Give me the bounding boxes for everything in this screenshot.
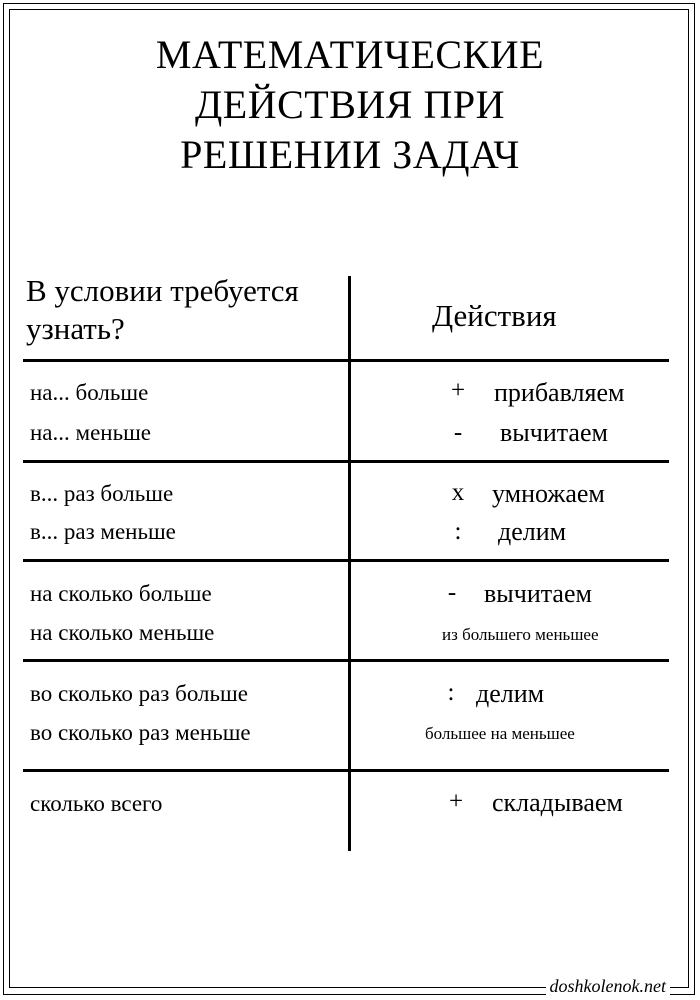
action-text: умножаем (492, 479, 605, 508)
title-line-1: МАТЕМАТИЧЕСКИЕ (155, 32, 545, 77)
site-watermark: doshkolenok.net (546, 975, 670, 997)
divide-symbol: : (447, 679, 455, 706)
action-text: складываем (492, 788, 623, 817)
condition-text: во сколько раз больше (30, 681, 248, 706)
action-text: прибавляем (494, 378, 625, 407)
condition-text: на сколько больше (30, 581, 212, 606)
table-row-divider (23, 769, 669, 772)
title-line-3: РЕШЕНИИ ЗАДАЧ (180, 132, 520, 177)
action-text: вычитаем (500, 418, 608, 447)
condition-text: сколько всего (30, 791, 163, 816)
multiply-symbol: х (451, 479, 465, 506)
minus-symbol: - (453, 419, 463, 446)
plus-symbol: + (448, 788, 464, 815)
header-actions: Действия (432, 298, 557, 333)
plus-symbol: + (450, 377, 466, 404)
condition-text: на... больше (30, 380, 149, 405)
table-column-divider (348, 276, 351, 851)
condition-text: в... раз меньше (30, 519, 176, 544)
condition-text: во сколько раз меньше (30, 720, 251, 745)
table-row-divider (23, 659, 669, 662)
table-row-divider (23, 359, 669, 362)
condition-text: в... раз больше (30, 481, 174, 506)
title-line-2: ДЕЙСТВИЯ ПРИ (195, 82, 505, 127)
action-text: вычитаем (484, 579, 592, 608)
table-row-divider (23, 559, 669, 562)
minus-symbol: - (447, 579, 457, 606)
page-title (0, 30, 700, 180)
action-note: из большего меньшее (442, 625, 599, 644)
action-text: делим (476, 679, 545, 708)
table-row-divider (23, 460, 669, 463)
condition-text: на... меньше (30, 420, 151, 445)
action-note: большее на меньшее (425, 724, 575, 743)
header-condition: В условии требуется узнать? (26, 273, 299, 346)
condition-text: на сколько меньше (30, 620, 215, 645)
action-text: делим (498, 517, 567, 546)
divide-symbol: : (454, 518, 462, 545)
